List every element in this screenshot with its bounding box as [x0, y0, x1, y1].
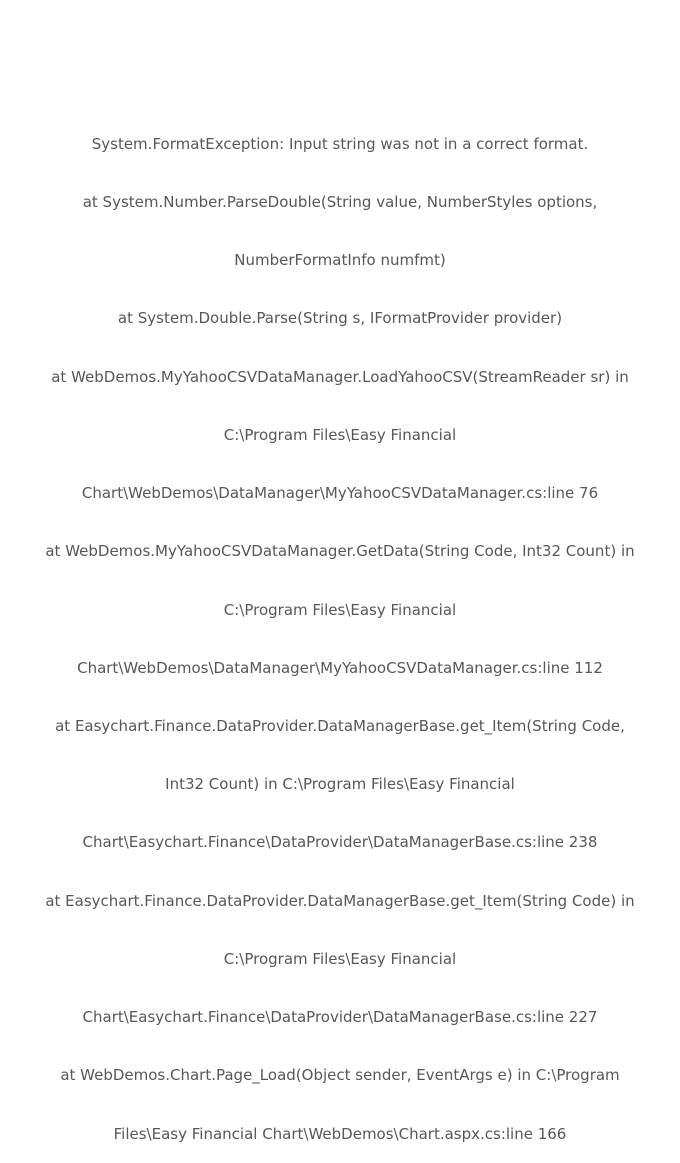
stack-trace-exception-line: System.FormatException: Input string was not in a correct format.: [91, 134, 589, 153]
stack-trace-line: at Easychart.Finance.DataProvider.DataManagerBase.get_Item(String Code,: [55, 717, 625, 735]
stack-trace-line: Files\Easy Financial Chart\WebDemos\Chart.aspx.cs:line 166: [113, 1124, 567, 1143]
stack-trace-line: Chart\WebDemos\DataManager\MyYahooCSVDataManager.cs:line 112: [77, 658, 603, 677]
stack-trace-line: Chart\WebDemos\DataManager\MyYahooCSVDataManager.cs:line 76: [81, 484, 599, 503]
stack-trace-line: at System.Double.Parse(String s, IFormatProvider provider): [117, 309, 563, 328]
stack-trace-line: at System.Number.ParseDouble(String value, NumberStyles options,: [82, 193, 598, 212]
stack-trace-line: at Easychart.Finance.DataProvider.DataManagerBase.get_Item(String Code) in: [45, 891, 635, 910]
stack-trace-line: NumberFormatInfo numfmt): [234, 251, 446, 270]
stack-trace-line: Chart\Easychart.Finance\DataProvider\DataManagerBase.cs:line 238: [82, 833, 598, 852]
stack-trace-line: Int32 Count) in C:\Program Files\Easy Financial: [165, 775, 515, 794]
stack-trace-line: C:\Program Files\Easy Financial: [223, 600, 457, 619]
stack-trace-line: at WebDemos.MyYahooCSVDataManager.LoadYahooCSV(StreamReader sr) in: [51, 367, 629, 386]
stack-trace-line: at WebDemos.Chart.Page_Load(Object sender, EventArgs e) in C:\Program: [60, 1066, 620, 1085]
stack-trace-line: C:\Program Files\Easy Financial: [223, 425, 457, 444]
stack-trace-line: Chart\Easychart.Finance\DataProvider\DataManagerBase.cs:line 227: [82, 1008, 598, 1027]
stack-trace-line: at WebDemos.MyYahooCSVDataManager.GetData(String Code, Int32 Count) in: [45, 542, 635, 561]
stack-trace-line: C:\Program Files\Easy Financial: [223, 949, 457, 968]
error-stack-trace: [0, 96, 680, 1163]
